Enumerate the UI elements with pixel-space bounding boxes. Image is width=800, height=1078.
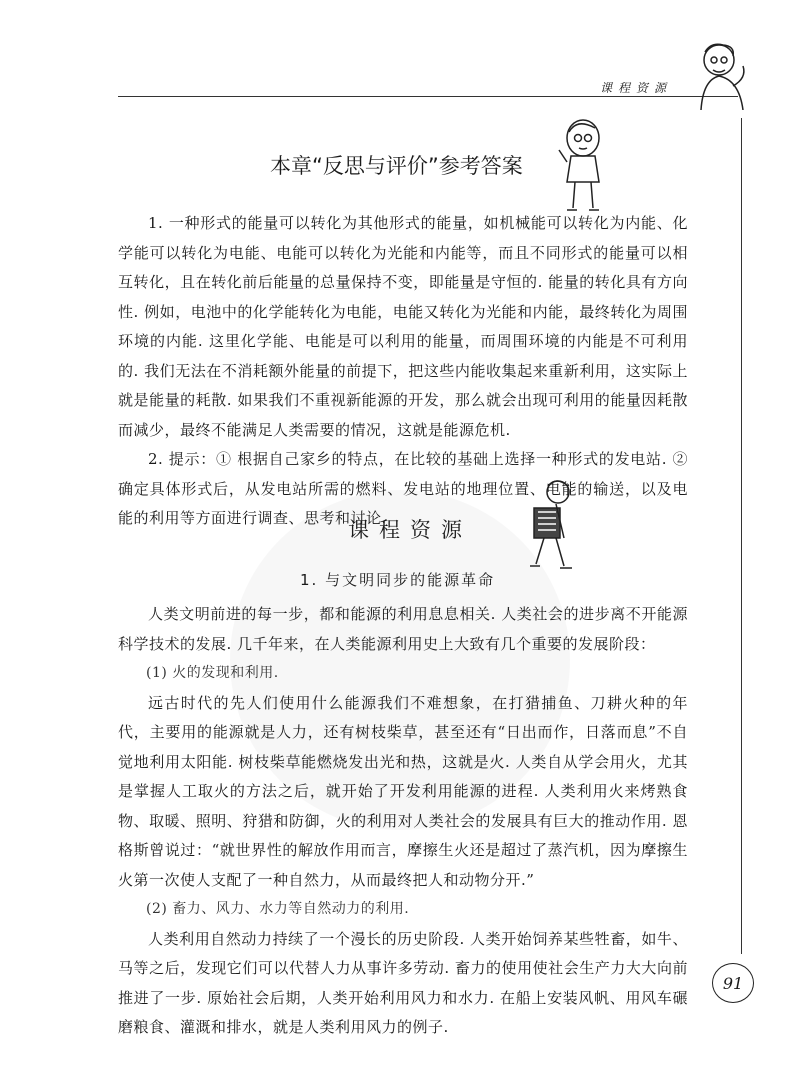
resources-item-natural-power: (2) 畜力、风力、水力等自然动力的利用.: [146, 901, 410, 917]
resources-paragraph-2: 远古时代的先人们使用什么能源我们不难想象，在打猎捕鱼、刀耕火种的年代，主要用的能源就是人力，还有树枝柴草，甚至还有“日出而作，日落而息”不自觉地利用太阳能. 树枝柴草能燃烧发出光和热，这就是火. 人类自从学会用火，尤其是掌握人工取火的方法之后，就开始了开发利用能源的进程. 人类利用火来烤熟食物、取暖、照明、狩猎和防御，火的利用对人类社会的发展具有巨大的推动作用. 恩格斯曾说过：“就世界性的解放作用而言，摩擦生火还是超过了蒸汽机，因为摩擦生火第一次使人支配了一种自然力，从而最终把人和动物分开.”: [118, 693, 688, 889]
resources-paragraph-1: 人类文明前进的每一步，都和能源的利用息息相关. 人类社会的进步离不开能源科学技术的发展. 几千年来，在人类能源利用史上大致有几个重要的发展阶段：: [118, 605, 688, 653]
resources-item-fire: (1) 火的发现和利用.: [146, 665, 279, 681]
pointing-boy-illustration: [555, 118, 613, 214]
answer-paragraph-1: 1. 一种形式的能量可以转化为其他形式的能量，如机械能可以转化为内能、化学能可以转化为电能、电能可以转化为光能和内能等，而且不同形式的能量可以相互转化，且在转化前后能量的总量保持不变，即能量是守恒的. 能量的转化具有方向性. 例如，电池中的化学能转化为电能，电能又转化为光能和内能，最终转化为周围环境的内能. 这里化学能、电能是可以利用的能量，而周围环境的内能是不可利用的. 我们无法在不消耗额外能量的前提下，把这些内能收集起来重新利用，这实际上就是能量的耗散. 如果我们不重视新能源的开发，那么就会出现可利用的能量因耗散而减少，最终不能满足人类需要的情况，这就是能源危机.: [118, 214, 688, 439]
resources-title: 课程资源: [348, 518, 472, 542]
top-rule: [118, 96, 738, 97]
answers-title: 本章“反思与评价”参考答案: [270, 154, 523, 178]
answer-paragraph-2: 2. 提示：① 根据自己家乡的特点，在比较的基础上选择一种形式的发电站. ② 确定具体形式后，从发电站所需的燃料、发电站的地理位置、电能的输送，以及电能的利用等方面进行调查、思考和讨论.: [118, 450, 688, 527]
page-number: 91: [712, 963, 754, 1003]
running-head: 课程资源: [600, 81, 673, 95]
resources-paragraph-3: 人类利用自然动力持续了一个漫长的历史阶段. 人类开始饲养某些牲畜，如牛、马等之后，发现它们可以代替人力从事许多劳动. 畜力的使用使社会生产力大大向前推进了一步. 原始社会后期，人类开始利用风力和水力. 在船上安装风帆、用风车碾磨粮食、灌溉和排水，就是人类利用风力的例子.: [118, 929, 688, 1036]
section-title: 1. 与文明同步的能源革命: [300, 571, 496, 589]
corner-thinker-illustration: [693, 40, 755, 110]
answers-body: [118, 209, 688, 534]
resources-body: [118, 600, 688, 1043]
side-rule: [741, 118, 742, 954]
